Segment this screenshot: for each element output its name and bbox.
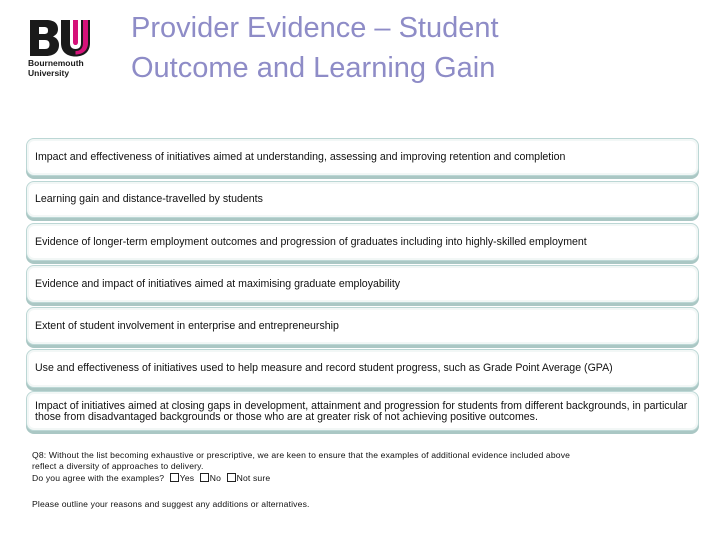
no-checkbox[interactable] bbox=[200, 473, 209, 482]
question-options bbox=[32, 473, 692, 484]
question-line2: reflect a diversity of approaches to delivery. bbox=[32, 461, 204, 472]
not-sure-checkbox[interactable] bbox=[227, 473, 236, 482]
evidence-item-text: Evidence of longer-term employment outcomes and progression of graduates including into highly-skilled employment bbox=[35, 235, 587, 248]
evidence-item bbox=[26, 307, 699, 345]
question-line1: Q8: Without the list becoming exhaustive or prescriptive, we are keen to ensure that the examples of additional evidence included above bbox=[32, 450, 571, 460]
no-label: No bbox=[209, 472, 222, 483]
evidence-item bbox=[26, 265, 699, 303]
evidence-item-text: Learning gain and distance-travelled by students bbox=[35, 193, 263, 205]
page-title bbox=[131, 8, 691, 88]
evidence-item-text: Impact of initiatives aimed at closing gaps in development, attainment and progression for students from different backgrounds, in particular those from disadvantaged backgrounds or those who are at greater risk of not achieving positive outcomes. bbox=[35, 399, 688, 423]
evidence-item bbox=[26, 223, 699, 261]
yes-checkbox[interactable] bbox=[170, 473, 179, 482]
evidence-item bbox=[26, 138, 699, 176]
logo-text-line1: Bournemouth bbox=[28, 58, 84, 68]
evidence-item-text: Extent of student involvement in enterprise and entrepreneurship bbox=[35, 319, 339, 332]
logo-text-line2: University bbox=[28, 68, 70, 78]
title-line1: Provider Evidence – Student bbox=[131, 12, 499, 44]
evidence-item bbox=[26, 391, 699, 431]
yes-label: Yes bbox=[179, 472, 195, 483]
question-prompt: Do you agree with the examples? bbox=[32, 472, 165, 483]
title-line2: Outcome and Learning Gain bbox=[131, 52, 496, 84]
evidence-item bbox=[26, 181, 699, 218]
evidence-item bbox=[26, 349, 699, 388]
not-sure-label: Not sure bbox=[236, 472, 271, 483]
logo-wordmark bbox=[28, 58, 84, 78]
outline-instruction: Please outline your reasons and suggest any additions or alternatives. bbox=[32, 499, 310, 509]
evidence-item-text: Evidence and impact of initiatives aimed at maximising graduate employability bbox=[35, 277, 401, 290]
evidence-item-text: Use and effectiveness of initiatives used to help measure and record student progress, such as Grade Point Average (GPA) bbox=[35, 362, 613, 374]
evidence-item-text: Impact and effectiveness of initiatives aimed at understanding, assessing and improving retention and completion bbox=[35, 150, 566, 163]
question-block bbox=[32, 450, 692, 484]
bu-logo-mark bbox=[28, 18, 98, 58]
